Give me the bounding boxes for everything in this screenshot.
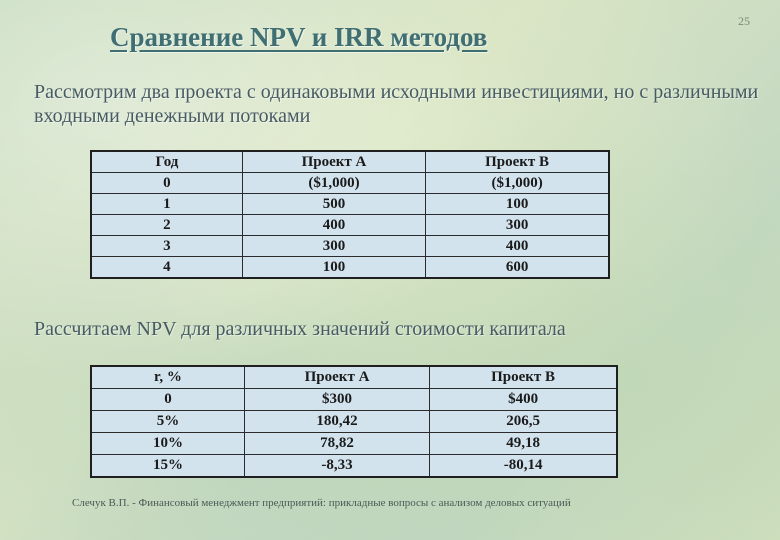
header-cell: Проект А — [242, 151, 425, 173]
table-cell: 300 — [242, 236, 425, 257]
header-cell: Проект В — [430, 366, 617, 389]
table-cell: 49,18 — [430, 433, 617, 455]
table-cell: 2 — [91, 215, 242, 236]
table-row — [91, 411, 617, 433]
table-cell: 3 — [91, 236, 242, 257]
table-cell: 400 — [426, 236, 609, 257]
header-cell: Год — [91, 151, 242, 173]
table-cell: $400 — [430, 389, 617, 411]
table-row — [91, 433, 617, 455]
table-cell: 1 — [91, 194, 242, 215]
table-cell: -8,33 — [244, 455, 429, 478]
table-cell: 500 — [242, 194, 425, 215]
table-cell: 5% — [91, 411, 244, 433]
table-cell: 180,42 — [244, 411, 429, 433]
table-cell: 0 — [91, 389, 244, 411]
table-cell: 0 — [91, 173, 242, 194]
table-cell: ($1,000) — [426, 173, 609, 194]
table-cell: 600 — [426, 257, 609, 279]
table-cell: -80,14 — [430, 455, 617, 478]
table-row — [91, 236, 609, 257]
footer-credit: Слечук В.П. - Финансовый менеджмент предприятий: прикладные вопросы с анализом деловых ситуаций — [72, 497, 571, 509]
table-cell: 78,82 — [244, 433, 429, 455]
table-cell: 206,5 — [430, 411, 617, 433]
header-cell: r, % — [91, 366, 244, 389]
npv-text: Рассчитаем NPV для различных значений стоимости капитала — [34, 318, 566, 340]
slide-number: 25 — [738, 14, 750, 28]
table-cell: ($1,000) — [242, 173, 425, 194]
intro-text: Рассмотрим два проекта с одинаковыми исходными инвестициями, но с различными входными денежными потоками — [34, 81, 759, 127]
npv-table — [90, 365, 618, 478]
table-row — [91, 173, 609, 194]
table-header-row — [91, 151, 609, 173]
table-cell: 300 — [426, 215, 609, 236]
table-cell: 100 — [426, 194, 609, 215]
table-cell: 15% — [91, 455, 244, 478]
header-cell: Проект А — [244, 366, 429, 389]
table-row — [91, 257, 609, 279]
table-row — [91, 215, 609, 236]
table-cell: 400 — [242, 215, 425, 236]
slide-title: Сравнение NPV и IRR методов — [110, 22, 488, 52]
table-cell: 4 — [91, 257, 242, 279]
table-cell: 100 — [242, 257, 425, 279]
table-row — [91, 389, 617, 411]
table-cell: 10% — [91, 433, 244, 455]
header-cell: Проект В — [426, 151, 609, 173]
table-cell: $300 — [244, 389, 429, 411]
table-row — [91, 194, 609, 215]
table-row — [91, 455, 617, 478]
table-header-row — [91, 366, 617, 389]
cash-flows-table — [90, 150, 610, 279]
